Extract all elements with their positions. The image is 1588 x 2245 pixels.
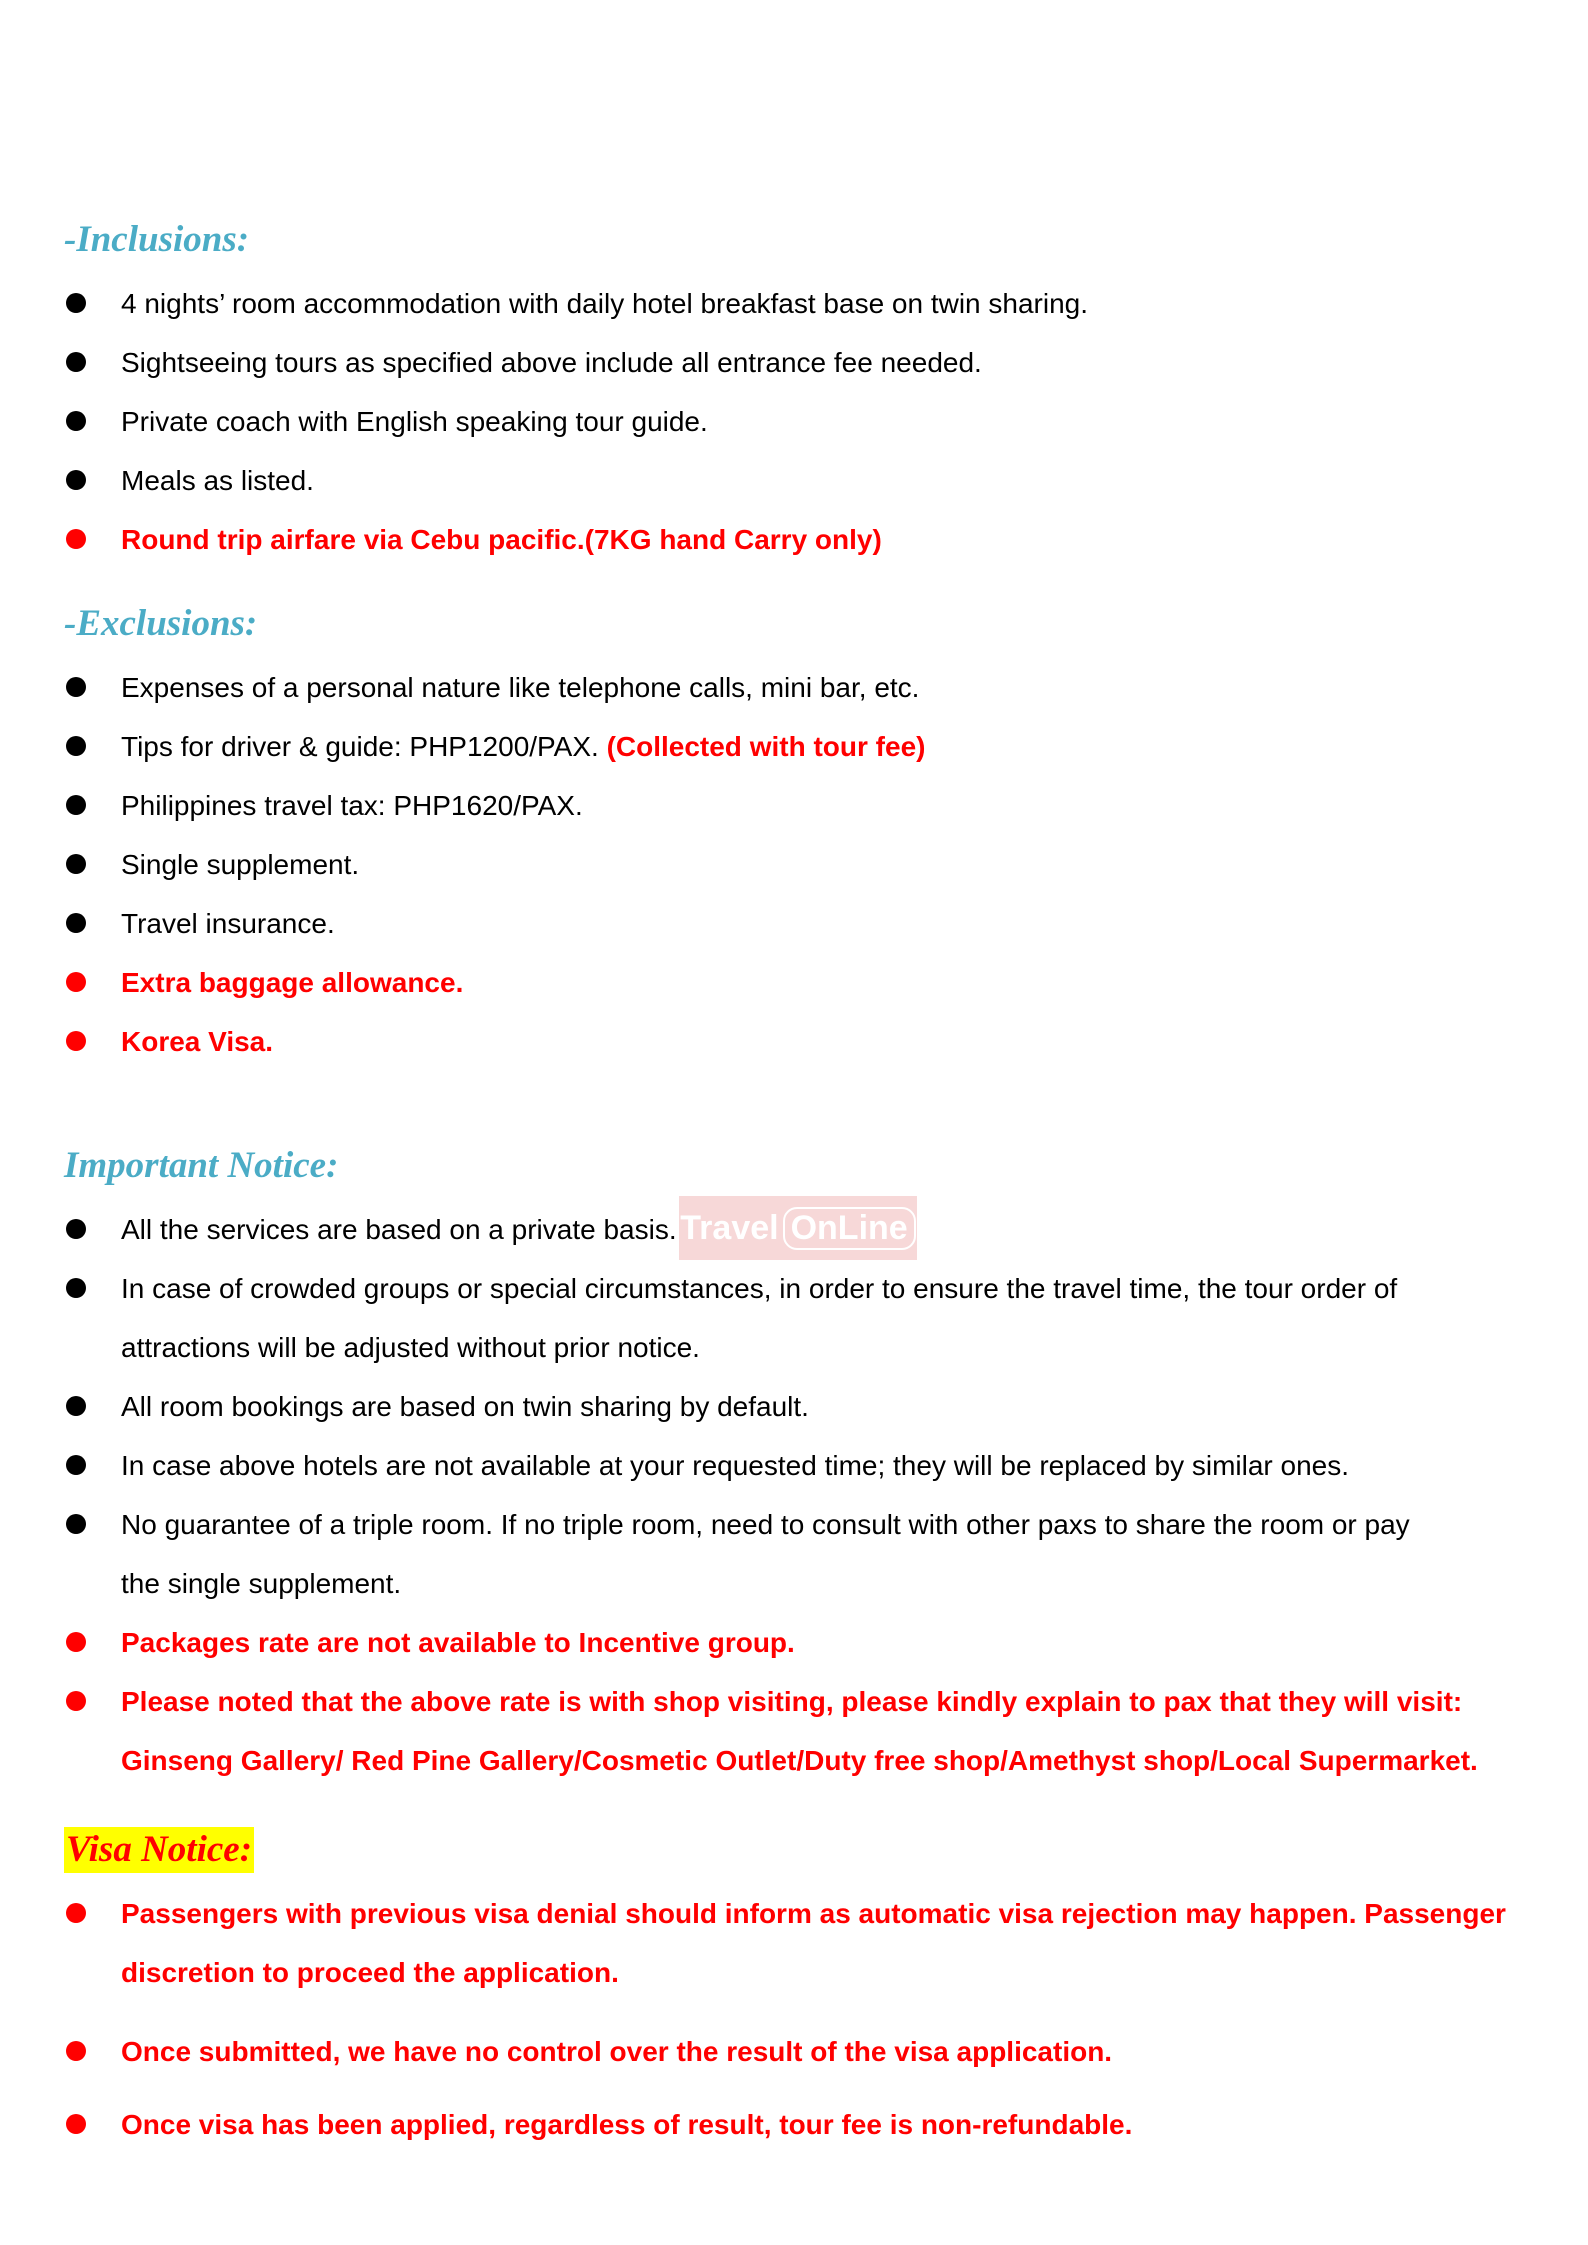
list-item-text: In case above hotels are not available at your requested time; they will be replaced by similar ones.	[121, 1450, 1350, 1481]
list-item-text: Round trip airfare via Cebu pacific.(7KG hand Carry only)	[121, 524, 882, 555]
list-item-text: Once submitted, we have no control over the result of the visa application.	[121, 2036, 1113, 2067]
bullet-icon	[66, 972, 86, 992]
list-item-text-continued: Ginseng Gallery/ Red Pine Gallery/Cosmetic Outlet/Duty free shop/Amethyst shop/Local Supermarket.	[121, 1745, 1478, 1776]
list-item-text: Philippines travel tax: PHP1620/PAX.	[121, 790, 583, 821]
tips-text: Tips for driver & guide: PHP1200/PAX.	[121, 731, 607, 762]
list-item-text: All room bookings are based on twin sharing by default.	[121, 1391, 809, 1422]
list-item-text: Passengers with previous visa denial should inform as automatic visa rejection may happen. Passenger	[121, 1898, 1506, 1929]
list-item-text-continued: the single supplement.	[121, 1568, 402, 1599]
important-notice-heading: Important Notice:	[64, 1145, 339, 1186]
exclusions-heading: -Exclusions:	[64, 603, 258, 644]
watermark-word-travel: Travel	[680, 1208, 779, 1247]
bullet-icon	[66, 1278, 86, 1298]
bullet-icon	[66, 1691, 86, 1711]
list-item-text	[121, 717, 1521, 776]
bullet-icon	[66, 2041, 86, 2061]
bullet-icon	[66, 352, 86, 372]
bullet-icon	[66, 1514, 86, 1534]
bullet-icon	[66, 795, 86, 815]
bullet-icon	[66, 293, 86, 313]
list-item-text: No guarantee of a triple room. If no triple room, need to consult with other paxs to share the room or pay	[121, 1509, 1410, 1540]
list-item-text: 4 nights’ room accommodation with daily hotel breakfast base on twin sharing.	[121, 288, 1089, 319]
list-item-text: Once visa has been applied, regardless of result, tour fee is non-refundable.	[121, 2109, 1133, 2140]
list-item-text: Please noted that the above rate is with shop visiting, please kindly explain to pax that they will visit:	[121, 1686, 1463, 1717]
bullet-icon	[66, 2114, 86, 2134]
bullet-icon	[66, 1219, 86, 1239]
list-item-text: Single supplement.	[121, 849, 360, 880]
inclusions-heading: -Inclusions:	[64, 219, 250, 260]
list-item-text: Travel insurance.	[121, 908, 335, 939]
bullet-icon	[66, 1031, 86, 1051]
list-item-text: Korea Visa.	[121, 1026, 274, 1057]
bullet-icon	[66, 411, 86, 431]
list-item-text: Expenses of a personal nature like telephone calls, mini bar, etc.	[121, 672, 920, 703]
list-item-text: In case of crowded groups or special circumstances, in order to ensure the travel time, the tour order of	[121, 1273, 1398, 1304]
tips-highlight: (Collected with tour fee)	[606, 731, 926, 762]
bullet-icon	[66, 1903, 86, 1923]
list-item-text: All the services are based on a private basis.	[121, 1214, 677, 1245]
list-item-text: Extra baggage allowance.	[121, 967, 464, 998]
bullet-icon	[66, 677, 86, 697]
list-item-text: Private coach with English speaking tour guide.	[121, 406, 708, 437]
bullet-icon	[66, 1455, 86, 1475]
bullet-icon	[66, 529, 86, 549]
list-item-text-continued: discretion to proceed the application.	[121, 1957, 619, 1988]
watermark-word-online: OnLine	[783, 1207, 916, 1250]
visa-notice-heading: Visa Notice:	[64, 1827, 254, 1873]
list-item-text: Meals as listed.	[121, 465, 314, 496]
bullet-icon	[66, 854, 86, 874]
bullet-icon	[66, 1632, 86, 1652]
travel-online-watermark-logo	[679, 1196, 917, 1260]
bullet-icon	[66, 736, 86, 756]
bullet-icon	[66, 913, 86, 933]
list-item-text: Packages rate are not available to Incentive group.	[121, 1627, 795, 1658]
list-item-text-continued: attractions will be adjusted without prior notice.	[121, 1332, 700, 1363]
bullet-icon	[66, 470, 86, 490]
bullet-icon	[66, 1396, 86, 1416]
list-item-text: Sightseeing tours as specified above include all entrance fee needed.	[121, 347, 982, 378]
